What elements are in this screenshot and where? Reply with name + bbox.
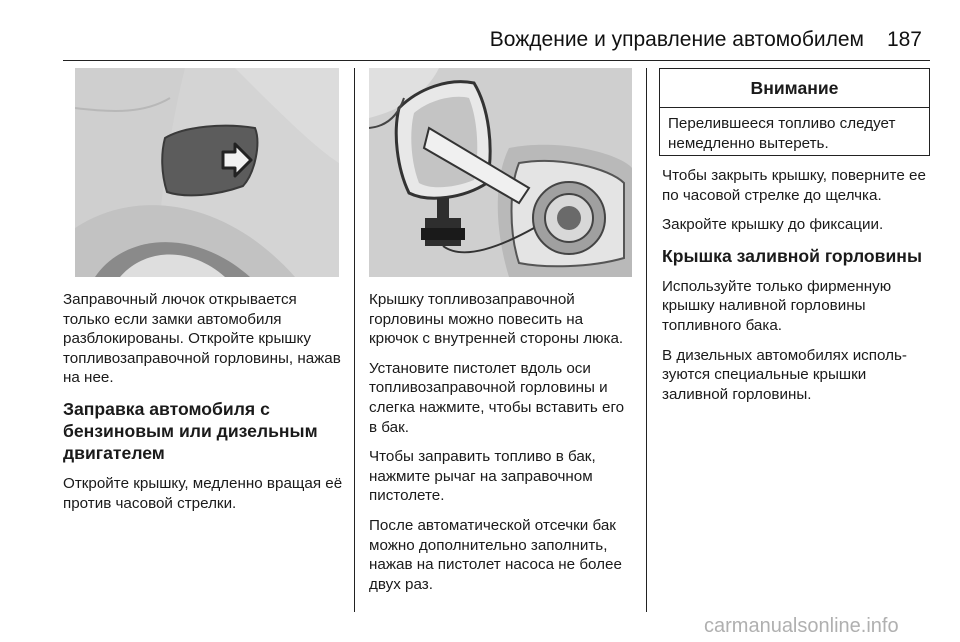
paragraph: Установите пистолет вдоль оси топливозаправочной горловины и слегка нажмите, чтобы вставить его в бак. bbox=[369, 359, 625, 436]
section-heading: Заправка автомобиля с бензиновым или дизельным двигателем bbox=[63, 398, 318, 463]
warning-box bbox=[659, 68, 930, 156]
page-header bbox=[0, 0, 960, 60]
fuel-flap-illustration bbox=[75, 68, 339, 277]
page-number: 187 bbox=[886, 28, 922, 51]
paragraph: Крышку топливозаправочной горловины можно повесить на крючок с внутренней стороны люка. bbox=[369, 291, 624, 348]
paragraph: Откройте крышку, медленно вращая её против часовой стрелки. bbox=[63, 474, 343, 512]
paragraph: Закройте крышку до фиксации. bbox=[662, 216, 884, 234]
paragraph: Чтобы закрыть крышку, поверните ее по часовой стрелке до щелчка. bbox=[662, 167, 926, 204]
fuel-flap-push-arrow-icon bbox=[75, 68, 339, 277]
running-title: Вождение и управление автомобилем bbox=[489, 28, 864, 51]
section-heading: Крышка заливной горловины bbox=[662, 245, 922, 266]
header-rule bbox=[63, 60, 930, 61]
paragraph: Чтобы заправить топливо в бак, нажмите рычаг на заправочном пистолете. bbox=[369, 448, 596, 505]
column-divider-1 bbox=[354, 68, 355, 612]
column-2-text bbox=[369, 290, 636, 604]
paragraph: Заправочный лючок открывается только если замки автомобиля разблокированы. Откройте крышку топливозаправочной горловины, нажав на нее. bbox=[63, 291, 341, 387]
paragraph: В дизельных автомобилях используются специальные крышки заливной горловины. bbox=[662, 346, 907, 403]
warning-title: Внимание bbox=[660, 69, 929, 108]
fuel-cap-illustration bbox=[369, 68, 632, 277]
paragraph: Используйте только фирменную крышку наливной горловины топливного бака. bbox=[662, 277, 892, 334]
column-divider-2 bbox=[646, 68, 647, 612]
paragraph: После автоматической отсечки бак можно дополнительно заполнить, нажав на пистолет насоса не более двух раз. bbox=[369, 516, 622, 593]
column-1-text bbox=[63, 290, 344, 523]
warning-text: Перелившееся топливо следует немедленно вытереть. bbox=[668, 115, 896, 152]
watermark: carmanualsonline.info bbox=[704, 615, 899, 637]
fuel-cap-hanging-icon bbox=[369, 68, 632, 277]
column-3-text bbox=[662, 166, 930, 414]
